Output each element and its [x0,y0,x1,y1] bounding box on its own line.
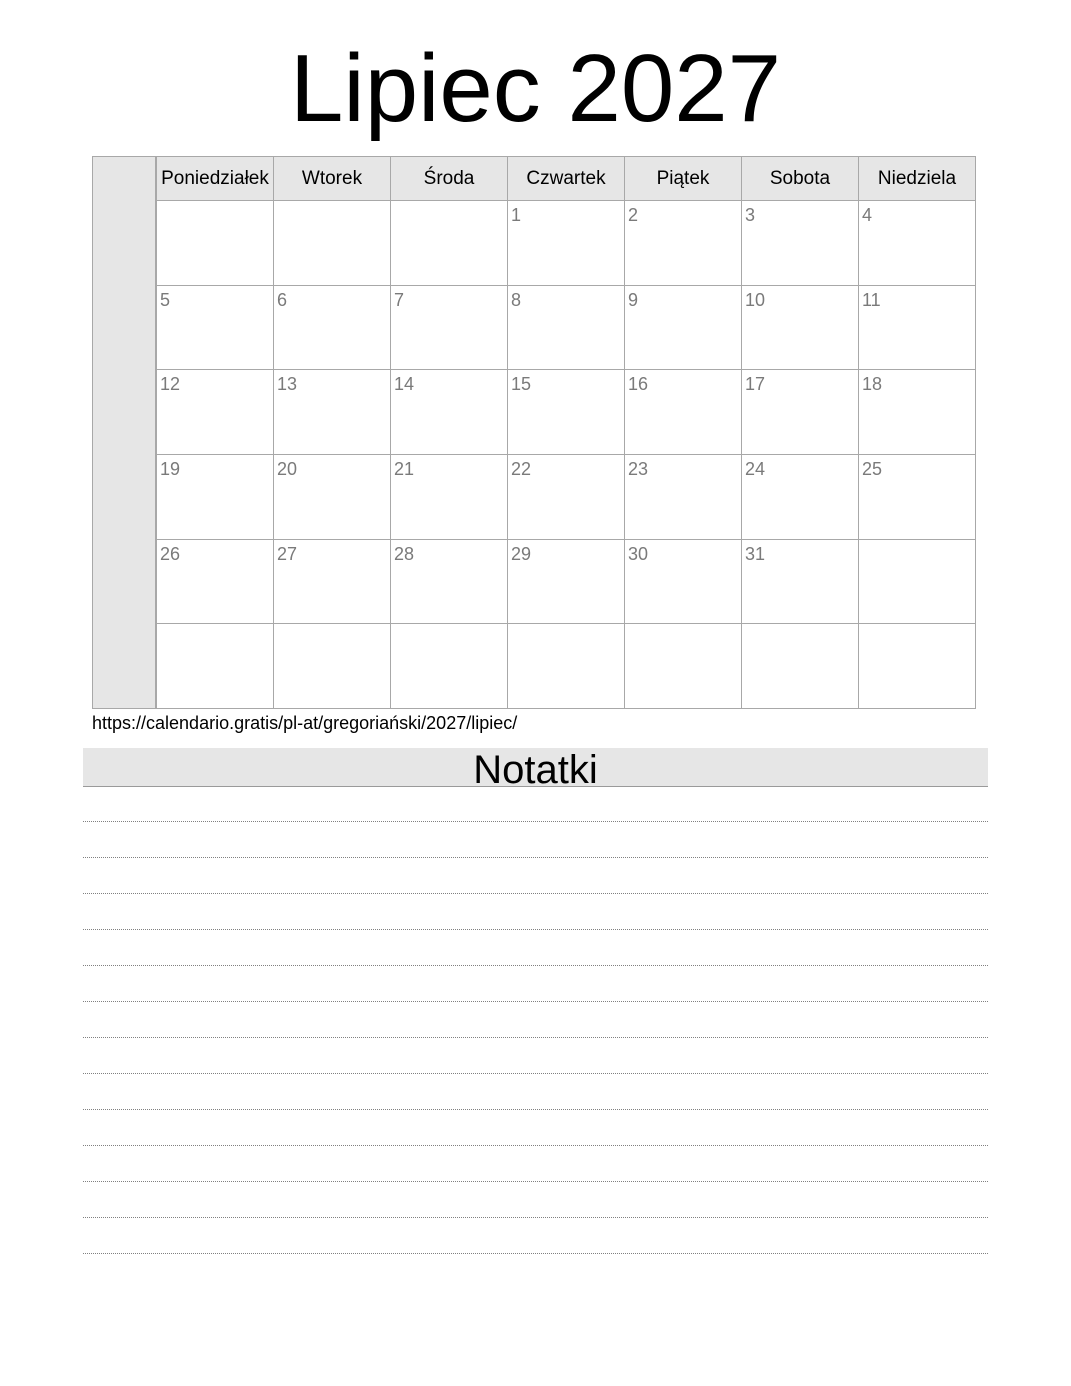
day-cell: 14 [391,370,508,455]
day-cell: 11 [859,285,976,370]
day-cell: 19 [157,454,274,539]
weekday-header: Piątek [625,157,742,201]
day-cell [742,624,859,709]
day-cell [391,201,508,286]
weekday-header: Niedziela [859,157,976,201]
notes-area [83,786,988,1254]
weekday-header: Środa [391,157,508,201]
month-table [156,156,976,709]
note-line[interactable] [83,966,988,1002]
day-cell [859,624,976,709]
week-row [157,539,976,624]
calendar-grid [92,156,976,709]
note-line[interactable] [83,1110,988,1146]
source-url[interactable]: https://calendario.gratis/pl-at/gregoriański/2027/lipiec/ [92,713,518,733]
weekday-header: Poniedziałek [157,157,274,201]
day-cell: 10 [742,285,859,370]
day-cell: 3 [742,201,859,286]
day-cell [274,201,391,286]
day-cell: 9 [625,285,742,370]
day-cell [625,624,742,709]
page-title: Lipiec 2027 [289,35,782,142]
weekday-header-row [157,157,976,201]
day-cell: 16 [625,370,742,455]
day-cell: 5 [157,285,274,370]
day-cell: 27 [274,539,391,624]
day-cell: 26 [157,539,274,624]
week-row [157,624,976,709]
note-line[interactable] [83,786,988,822]
day-cell: 4 [859,201,976,286]
notes-title: Notatki [83,748,988,787]
day-cell [157,624,274,709]
day-cell: 23 [625,454,742,539]
note-line[interactable] [83,930,988,966]
day-cell: 29 [508,539,625,624]
day-cell: 24 [742,454,859,539]
day-cell: 21 [391,454,508,539]
day-cell [157,201,274,286]
week-row [157,454,976,539]
note-line[interactable] [83,1146,988,1182]
day-cell: 17 [742,370,859,455]
day-cell: 20 [274,454,391,539]
week-row [157,285,976,370]
note-line[interactable] [83,1218,988,1254]
day-cell: 28 [391,539,508,624]
week-number-column [92,156,156,709]
day-cell: 2 [625,201,742,286]
day-cell: 8 [508,285,625,370]
note-line[interactable] [83,1182,988,1218]
week-row [157,370,976,455]
day-cell: 1 [508,201,625,286]
day-cell: 18 [859,370,976,455]
day-cell: 7 [391,285,508,370]
day-cell [391,624,508,709]
note-line[interactable] [83,1002,988,1038]
note-line[interactable] [83,858,988,894]
week-row [157,201,976,286]
day-cell [859,539,976,624]
weekday-header: Sobota [742,157,859,201]
note-line[interactable] [83,822,988,858]
note-line[interactable] [83,894,988,930]
day-cell: 22 [508,454,625,539]
day-cell [274,624,391,709]
day-cell [508,624,625,709]
day-cell: 6 [274,285,391,370]
note-line[interactable] [83,1038,988,1074]
day-cell: 31 [742,539,859,624]
day-cell: 15 [508,370,625,455]
day-cell: 13 [274,370,391,455]
day-cell: 30 [625,539,742,624]
weekday-header: Wtorek [274,157,391,201]
day-cell: 25 [859,454,976,539]
weekday-header: Czwartek [508,157,625,201]
note-line[interactable] [83,1074,988,1110]
day-cell: 12 [157,370,274,455]
